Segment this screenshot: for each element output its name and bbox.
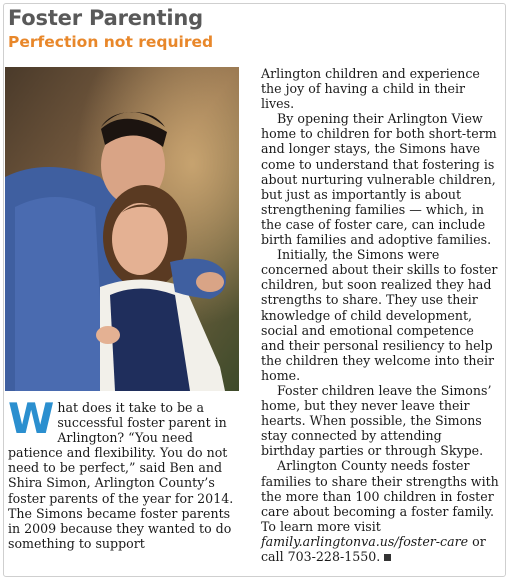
article-column-left	[8, 394, 244, 551]
paragraph-2: By opening their Arlington View home to children for both short-term and longer stays, the Simons have come to understand that fostering is about nurturing vulnerable children, but just as importantly is about strengthening families — which, in the case of foster care, can include birth families and adoptive families.	[261, 111, 497, 248]
paragraph-1: Arlington children and experience the joy of having a child in their lives.	[261, 66, 480, 112]
end-mark-icon	[384, 554, 391, 561]
drop-cap: W	[8, 394, 55, 443]
article-intro-paragraph	[8, 394, 244, 551]
article-column-right	[261, 66, 499, 564]
foster-care-link[interactable]: family.arlingtonva.us/foster-care	[261, 533, 469, 549]
intro-text: hat does it take to be a successful foster parent in Arlington? “You need patience and flexibility. You do not need to be perfect,” said Ben and Shira Simon, Arlington County’s foster parents of the year for 2014. The Simons became foster parents in 2009 because they wanted to do something to support	[8, 400, 234, 551]
couple-photo-illustration	[5, 67, 239, 391]
paragraph-5-lead: Arlington County needs foster families to share their strengths with the more than 100 children in foster care about becoming a foster family. To learn more visit	[261, 458, 499, 534]
page-title: Foster Parenting	[8, 6, 203, 30]
paragraph-3: Initially, the Simons were concerned about their skills to foster children, but soon realized they had strengths to share. They use their knowledge of child development, social and emotional competence and their personal resiliency to help the children they welcome into their home.	[261, 247, 498, 383]
paragraph-4: Foster children leave the Simons’ home, but they never leave their hearts. When possible, the Simons stay connected by attending birthday parties or through Skype.	[261, 382, 492, 459]
paragraph-5	[261, 458, 499, 564]
couple-photo	[5, 67, 239, 391]
paragraph-5-tail: or call 703-228-1550.	[261, 533, 486, 564]
page-subtitle: Perfection not required	[8, 33, 214, 51]
